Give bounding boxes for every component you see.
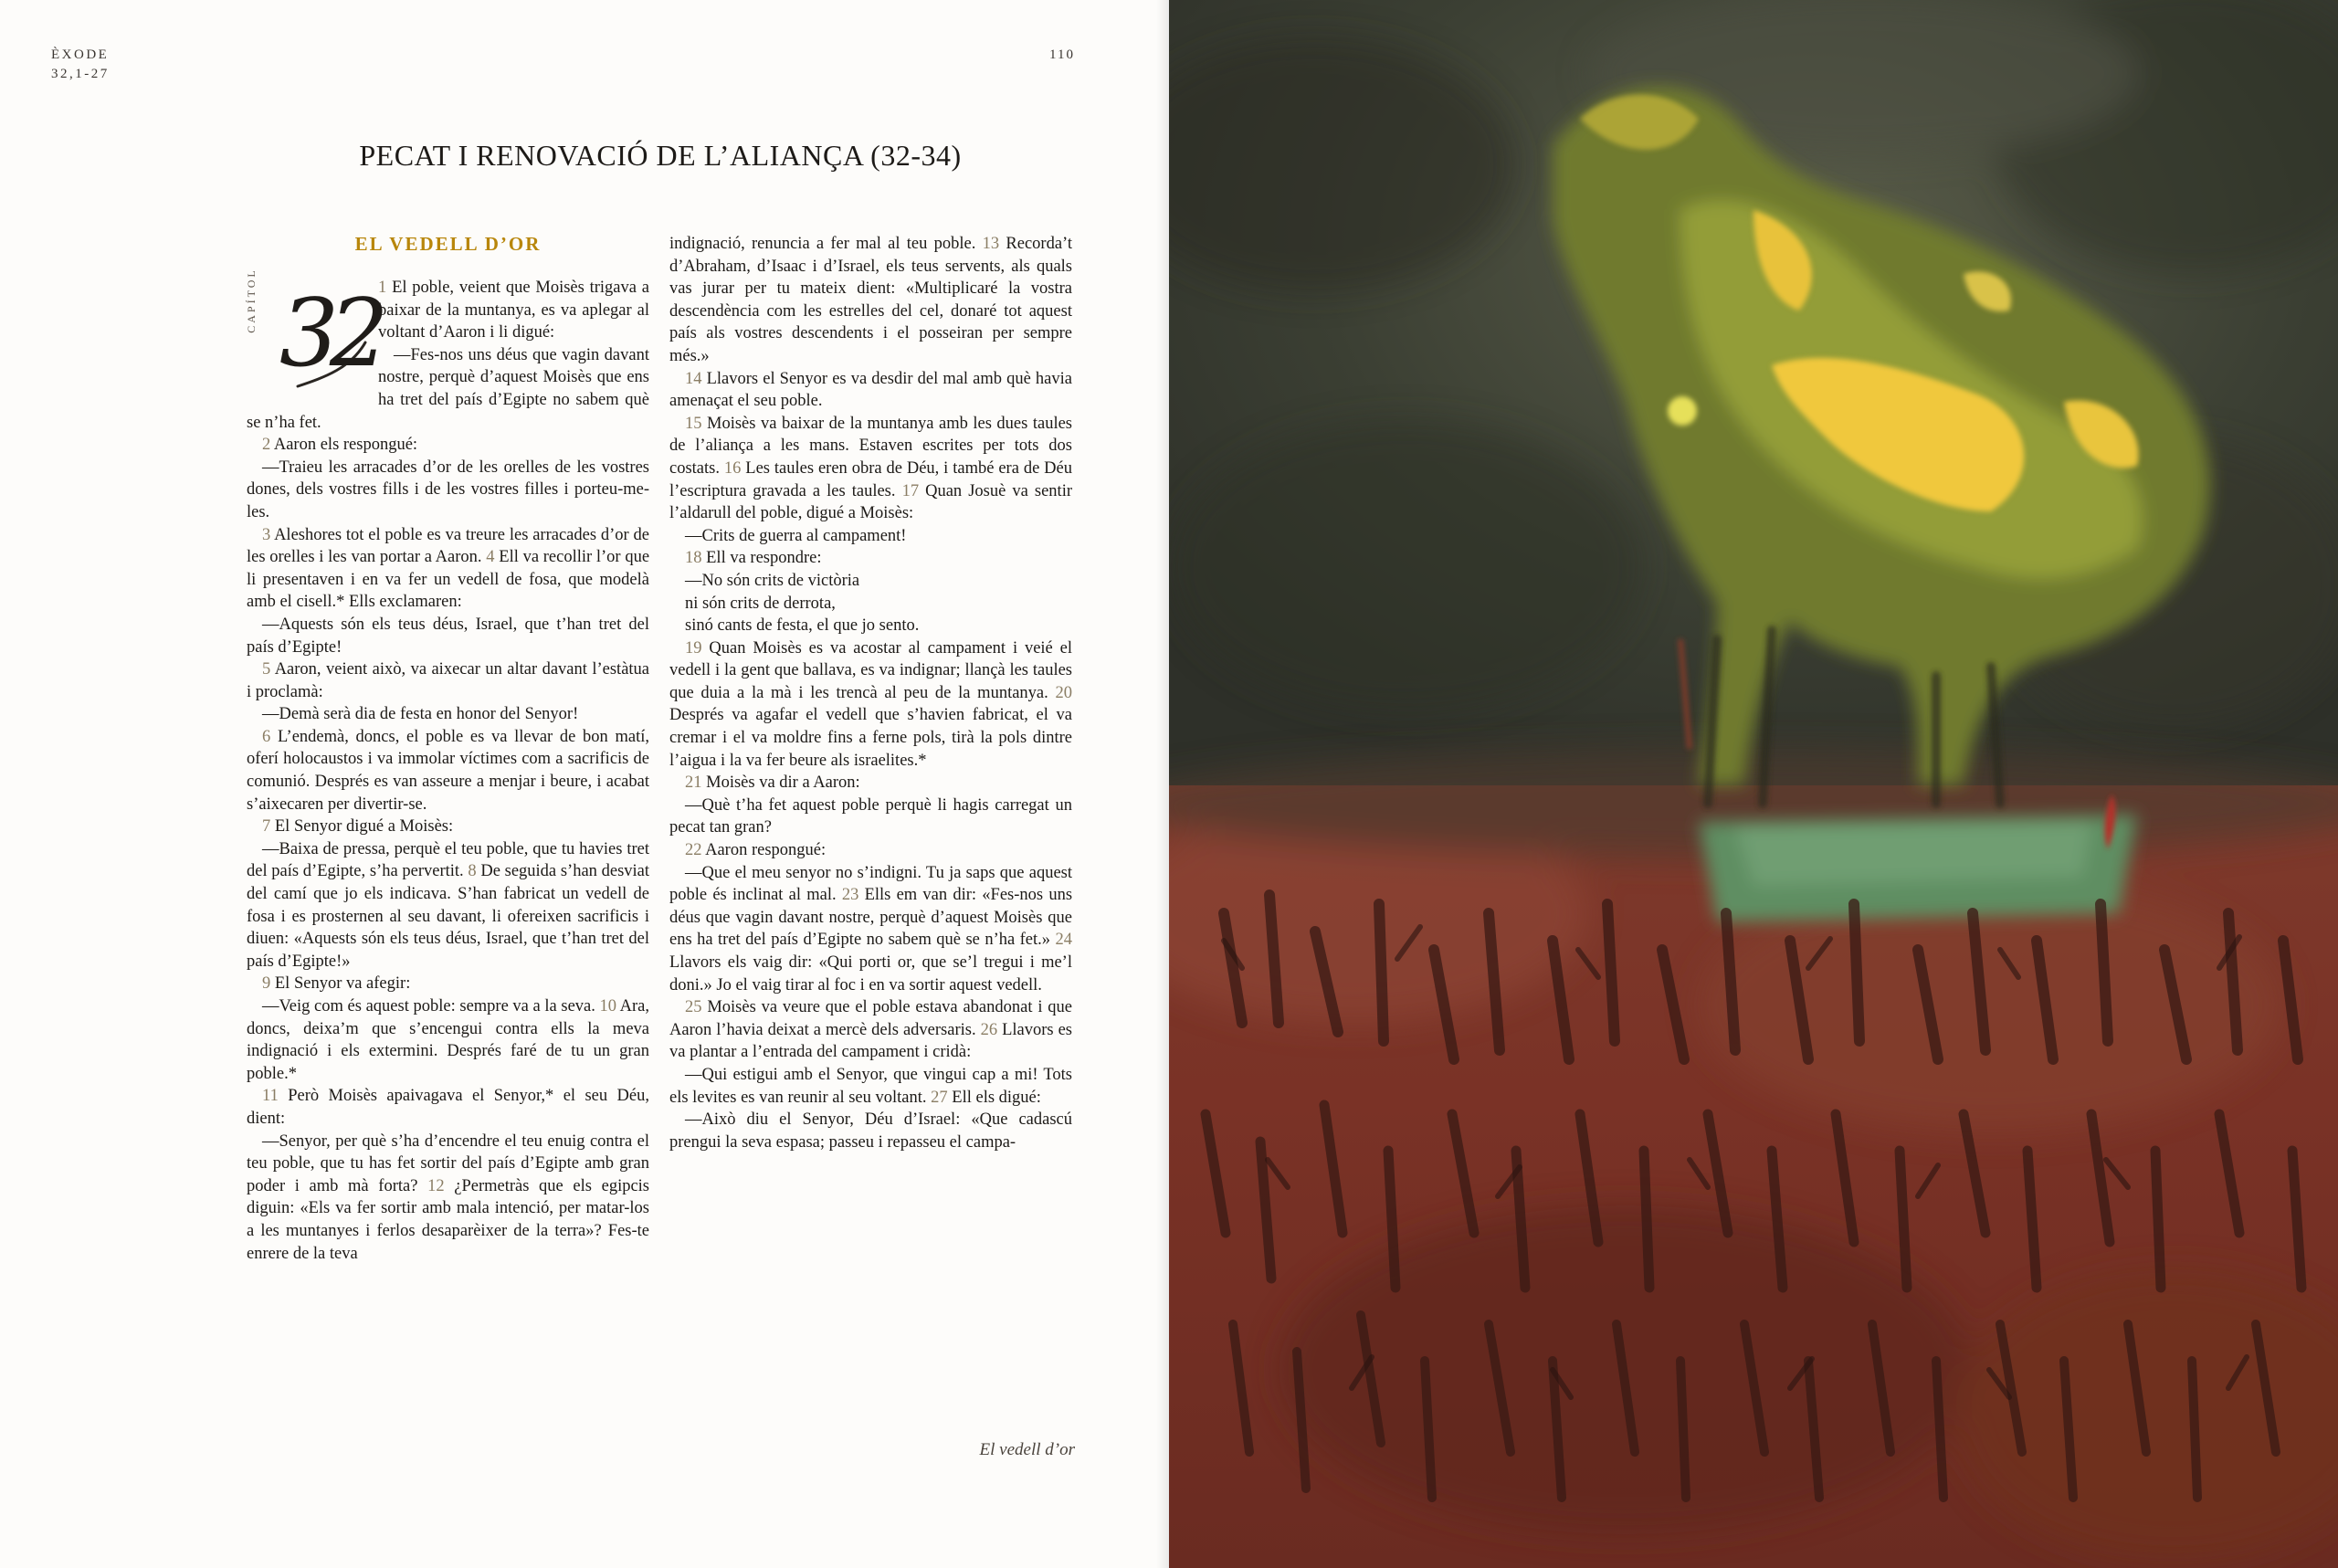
dialogue-line: —Aquests són els teus déus, Israel, que t’han tret del país d’Egipte!: [247, 615, 649, 657]
verse-3-4: [247, 524, 649, 614]
verse-text: Les taules eren obra de Déu, i també era de Déu l’escriptura gravada a les taules.: [669, 458, 1073, 500]
verse-18: [669, 547, 1072, 570]
verse-text: Ell els digué:: [952, 1088, 1041, 1107]
poem-line: ni són crits de derrota,: [685, 594, 836, 613]
verse-9-10: [247, 995, 649, 1085]
verse-number: 1: [378, 279, 387, 297]
illustration-caption: El vedell d’or: [979, 1440, 1075, 1459]
golden-calf-painting: [1169, 0, 2338, 1568]
verse-text: El Senyor va afegir:: [274, 974, 411, 994]
verse-number: 10: [599, 997, 617, 1016]
verse-25-26: [669, 996, 1072, 1064]
verse-text: El poble, veient que Moisès trigava a baixar de la muntanya, es va aplegar al voltant d’Aaron i li digué:: [378, 279, 650, 342]
verse-text: L’endemà, doncs, el poble es va llevar de bon matí, oferí holocaustos i va immolar víctimes com a sacrificis de comunió. Després es van asseure a menjar i beure, i acabat s’aixecaren per divertir-se.: [247, 727, 650, 814]
verse-text: El Senyor digué a Moisès:: [274, 817, 454, 837]
verse-number: 11: [262, 1087, 279, 1106]
verse-15-17: [669, 413, 1072, 525]
verse-text: Després va agafar el vedell que s’havien fabricat, el va cremar i el va moldre fins a ferne pols, tirà la pols dintre l’aigua i la va fer beure als israelites.*: [669, 706, 1072, 770]
verse-2: [247, 434, 649, 457]
verse-number: 7: [262, 817, 271, 837]
chapter-label: CAPÍTOL: [245, 268, 258, 333]
verse-number: 2: [262, 436, 271, 455]
verse-5: [247, 658, 649, 703]
verse-6: [247, 726, 649, 816]
verse-number: 20: [1055, 683, 1072, 702]
pedestal: [1699, 815, 2137, 922]
poem-line: sinó cants de festa, el que jo sento.: [685, 616, 920, 636]
dialogue-line: —Traieu les arracades d’or de les orelles de les vostres dones, dels vostres fills i de les vostres filles i porteu-me-les.: [247, 458, 649, 521]
verse-19-20: [669, 637, 1072, 773]
verse-text: Recorda’t d’Abraham, d’Isaac i d’Israel, els teus servents, als quals vas jurar per tu mateix dient: «Multiplicaré la vostra descendència com les estrelles del cel, donaré tot aquest país als vostres descendents i el posseiran per sempre més.»: [669, 235, 1073, 365]
verse-number: 13: [982, 235, 1000, 253]
verse-14: [669, 368, 1072, 413]
verse-7-8: [247, 838, 649, 973]
chapter-number: [243, 279, 380, 395]
dialogue-line: —Crits de guerra al campament!: [685, 526, 907, 545]
dialogue-line: —Que el meu senyor no s’indigni. Tu ja saps que aquest poble és inclinat al mal.: [669, 863, 1072, 905]
left-page: [0, 0, 1167, 1568]
verse-text: ¿Permetràs que els egipcis diguin: «Els va fer sortir amb mala intenció, per matar-los a les muntanyes i ferlos desaparèixer de la terra»? Fes-te enrere de la teva: [247, 1176, 650, 1263]
verse-number: 8: [468, 862, 477, 881]
section-title: PECAT I RENOVACIÓ DE L’ALIANÇA (32-34): [359, 139, 962, 172]
verse-number: 12: [427, 1176, 445, 1195]
verse-number: 16: [723, 458, 742, 478]
dialogue-line: —Això diu el Senyor, Déu d’Israel: «Que cadascú prengui la seva espasa; passeu i repasseu el campa-: [669, 1110, 1072, 1152]
verse-text: Ara, doncs, deixa’m que s’encengui contra ells la meva indignació i els extermini. Després faré de tu un gran poble.*: [247, 997, 649, 1083]
verse-22: [669, 839, 1072, 862]
verse-26-27: [669, 1064, 1072, 1109]
chapter-opening: [245, 268, 650, 434]
verse-number: 19: [685, 638, 702, 658]
verse-text: Aaron, veient això, va aixecar un altar davant l’estàtua i proclamà:: [247, 660, 650, 701]
chapter-number-text: 32: [279, 279, 380, 388]
verse-text: Moisès va baixar de la muntanya amb les dues taules de l’aliança a les mans. Estaven escrites per tots dos costats.: [669, 414, 1072, 478]
text-column-right: [669, 233, 1072, 1153]
verse-21: [669, 772, 1072, 795]
dialogue-line: —Senyor, per què s’ha d’encendre el teu enuig contra el teu poble, que tu has fet sortir del país d’Egipte amb gran poder i amb mà forta?: [247, 1131, 649, 1195]
dialogue-line: —Què t’ha fet aquest poble perquè li hagis carregat un pecat tan gran?: [669, 795, 1072, 837]
verse-number: 25: [685, 998, 702, 1017]
verse-number: 6: [262, 727, 271, 746]
verse-number: 24: [1055, 931, 1073, 950]
verse-number: 14: [685, 369, 702, 388]
verse-12-13: [669, 233, 1072, 368]
running-head: [51, 46, 110, 84]
verse-text: Però Moisès apaivagava el Senyor,* el seu Déu, dient:: [247, 1087, 649, 1128]
verse-11: [247, 1085, 649, 1130]
verse-number: 9: [262, 974, 271, 994]
dialogue-line: —Baixa de pressa, perquè el teu poble, que tu havies tret del país d’Egipte, s’ha pervertit.: [247, 839, 649, 881]
verse-text: Moisès va dir a Aaron:: [706, 773, 860, 793]
dialogue-line: —Qui estigui amb el Senyor, que vingui cap a mi! Tots els levites es van reunir al seu voltant.: [669, 1065, 1072, 1107]
verse-number: 15: [685, 414, 702, 433]
verse-text: De seguida s’han desviat del camí que jo els indicava. S’han fabricat un vedell de fosa i es prosternen al seu davant, li ofereixen sacrificis i diuen: «Aquests són els teus déus, Israel, que t’han tret del país d’Egipte!»: [247, 862, 650, 971]
pericope-title: EL VEDELL D’OR: [354, 233, 542, 255]
verse-number: 4: [486, 548, 495, 567]
verse-text: Llavors els vaig dir: «Qui porti or, que se’l tregui i me’l doni.» Jo el vaig tirar al foc i en va sortir aquest vedell.: [669, 953, 1072, 994]
verse-text: Llavors el Senyor es va desdir del mal amb què havia amenaçat el seu poble.: [669, 369, 1072, 411]
verse-text: Quan Josuè va sentir l’aldarull del poble, digué a Moisès:: [669, 481, 1072, 523]
verse-text: Llavors es va plantar a l’entrada del campament i cridà:: [669, 1020, 1072, 1062]
verse-number: 22: [685, 841, 702, 860]
verse-number: 23: [841, 886, 859, 905]
poem-line: —No són crits de victòria: [685, 571, 860, 590]
verse-number: 5: [262, 660, 271, 679]
verse-text: Aleshores tot el poble es va treure les arracades d’or de les orelles i les van portar a Aaron.: [247, 525, 649, 567]
verse-number: 27: [931, 1088, 948, 1107]
right-page-illustration: [1169, 0, 2338, 1568]
verse-22-24: [669, 862, 1072, 997]
verse-number: 17: [901, 481, 920, 500]
verse-text: Aaron els respongué:: [273, 436, 418, 455]
dialogue-line: —Demà serà dia de festa en honor del Senyor!: [262, 705, 579, 724]
text-column-left: [247, 233, 649, 1265]
verse-text: Ell va respondre:: [706, 549, 822, 568]
dialogue-line: —Veig com és aquest poble: sempre va a la seva.: [262, 997, 595, 1016]
page-number: 110: [1049, 47, 1075, 62]
verse-text: Ells em van dir: «Fes-nos uns déus que vagin davant nostre, perquè d’aquest Moisès que ens ha tret del país d’Egipte no sabem què se n’ha fet.»: [669, 886, 1073, 950]
verse-text: Aaron respongué:: [705, 841, 827, 860]
dialogue-line: —Fes-nos uns déus que vagin davant nostre, perquè d’aquest Moisès que ens ha tret del país d’Egipte no sabem què se n’ha fet.: [247, 345, 649, 432]
running-head-range: 32,1-27: [51, 67, 110, 81]
verse-text: indignació, renuncia a fer mal al teu poble.: [669, 235, 976, 253]
verse-text: Ell va recollir l’or que li presentaven i en va fer un vedell de fosa, que modelà amb el cisell.* Ells exclamaren:: [247, 548, 650, 612]
verse-number: 26: [980, 1020, 998, 1039]
verse-number: 21: [685, 773, 702, 793]
running-head-book: ÈXODE: [51, 47, 110, 62]
verse-text: Quan Moisès es va acostar al campament i veié el vedell i la gent que ballava, es va indignar; llançà les taules que duia a la mà i les trencà al peu de la muntanya.: [669, 638, 1073, 702]
verse-9: [247, 973, 649, 995]
verse-number: 18: [685, 549, 702, 568]
verse-7: [247, 816, 649, 838]
verse-11-12: [247, 1131, 649, 1266]
verse-number: 3: [262, 525, 271, 544]
verse-text: Moisès va veure que el poble estava abandonat i que Aaron l’havia deixat a mercè dels adversaris.: [669, 998, 1072, 1039]
